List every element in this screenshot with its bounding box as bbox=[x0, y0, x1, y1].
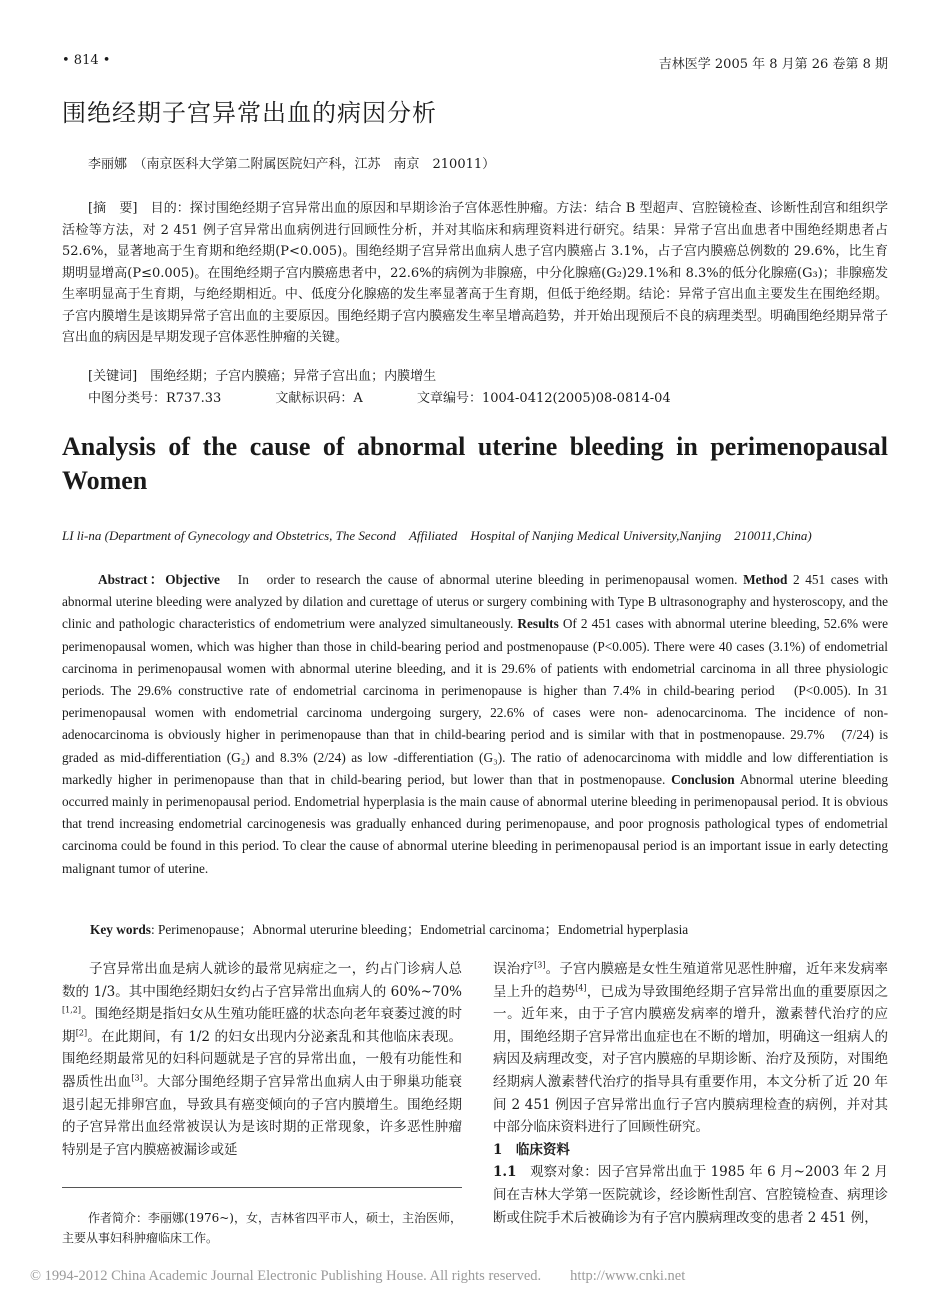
classification-line bbox=[88, 387, 721, 406]
author-english: LI li-na (Department of Gynecology and Obstetrics, The Second Affiliated Hospital of Nanjing Medical University,Nanjing 210011,China) bbox=[62, 528, 812, 543]
keywords-chinese bbox=[88, 365, 436, 384]
author-footnote: 作者简介：李丽娜(1976~)，女，吉林省四平市人，硕士，主治医师，主要从事妇科肿瘤临床工作。 bbox=[62, 1211, 462, 1245]
conclusion-label: Conclusion bbox=[671, 771, 735, 787]
objective-text: In order to research the cause of abnormal uterine bleeding in perimenopausal women. bbox=[237, 572, 738, 587]
footnote-divider bbox=[62, 1187, 462, 1188]
abstract-chinese bbox=[62, 198, 888, 349]
keywords-english bbox=[90, 919, 688, 938]
body-text: 子宫异常出血是病人就诊的最常见病症之一，约占门诊病人总数的 1/3。其中围绝经期妇女约占子宫异常出血病人的 60%~70% bbox=[62, 961, 462, 1000]
conclusion-text: Abnormal uterine bleeding occurred mainly in perimenopausal period. Endometrial hyperplasia is the main cause of abnormal uterine bleeding in perimenopausal period. It is obvious that trend increasing endometrial carcinogenesis was gradually enhanced during perimenopause, and poor prognosis pathological types of endometrial carcinoma could be found in this period. To clear the cause of abnormal uterine bleeding in perimenopausal period is an important issue in early detecting malignant tumor of uterine. bbox=[62, 771, 889, 876]
body-text: 。大部分围绝经期子宫异常出血病人由于卵巢功能衰退引起无排卵宫血，导致具有癌变倾向的子宫内膜增生。围绝经期的子宫异常出血经常被误认为是该时期的正常现象，许多恶性肿瘤特别是子宫内膜癌被漏诊或延 bbox=[62, 1073, 463, 1158]
body-text: 。子宫内膜癌是女性生殖道常见恶性肿瘤，近年来发病率呈上升的趋势 bbox=[493, 961, 889, 1000]
abstract-en-label: Abstract： bbox=[98, 572, 166, 587]
article-number: 文章编号：1004-0412(2005)08-0814-04 bbox=[416, 391, 671, 406]
body-text: 。围绝经期是指妇女从生殖功能旺盛的状态向老年衰萎过渡的时期 bbox=[62, 1006, 462, 1045]
body-text: 误治疗 bbox=[493, 961, 535, 977]
keywords-en-text: : Perimenopause；Abnormal uterurine bleeding；Endometrial carcinoma；Endometrial hyperplasia bbox=[150, 922, 689, 937]
method-text: 2 451 cases with abnormal uterine bleeding were analyzed by dilation and curettage of uterus or surgery combining with Type B ultrasonography and hysteroscopy, and the clinic and pathologic characteristics of endometrium were analyzed simultaneously. bbox=[62, 572, 889, 632]
keywords-en-label: Key words bbox=[90, 922, 151, 937]
title-chinese: 围绝经期子宫异常出血的病因分析 bbox=[62, 99, 437, 127]
title-english: Analysis of the cause of abnormal uterine bleeding in perimenopausal Women bbox=[62, 432, 888, 495]
copyright-watermark: © 1994-2012 China Academic Journal Electronic Publishing House. All rights reserved. http://www.cnki.net bbox=[30, 1268, 686, 1284]
citation: [1,2] bbox=[62, 1005, 81, 1015]
page-number: • 814 • bbox=[62, 53, 111, 68]
citation: [4] bbox=[575, 983, 587, 993]
abstract-cn-label: [摘 要] bbox=[88, 201, 138, 216]
citation: [3] bbox=[534, 960, 546, 970]
section-heading: 1 临床资料 bbox=[493, 1141, 570, 1158]
objective-label: Objective bbox=[165, 572, 220, 587]
abstract-english bbox=[62, 569, 888, 880]
keywords-cn-label: [关键词] bbox=[88, 369, 138, 384]
clc-number: 中图分类号：R737.33 bbox=[88, 391, 222, 406]
citation: [3] bbox=[131, 1073, 143, 1083]
abstract-cn-text: 目的：探讨围绝经期子宫异常出血的原因和早期诊治子宫体恶性肿瘤。方法：结合 B 型超声、宫腔镜检查、诊断性刮宫和组织学活检等方法，对 2 451 例子宫异常出血病例进行回顾性分析，并对其临床和病理资料进行研究。结果：异常子宫出血患者中围绝经期患者占 52.6%，显著地高于生育期和绝经期(P<0.005)。围绝经期子宫异常出血病人患子宫内膜癌占 3.1%，占子宫内膜癌总例数的 29.6%，比生育期明显增高(P≤0.005)。在围绝经期子宫内膜癌患者中，22.6%的病例为非腺癌，中分化腺癌(G₂)29.1%和 8.3%的低分化腺癌(G₃)；非腺癌发生率明显高于生育期，与绝经期相近。中、低度分化腺癌的发生率显著高于生育期，但低于绝经期。结论：异常子宫出血主要发生在围绝经期。子宫内膜增生是该期异常子宫出血的主要原因。围绝经期子宫内膜癌发生率呈增高趋势，并开始出现预后不良的病理类型。明确围绝经期异常子宫出血的病因是早期发现子宫体恶性肿瘤的关键。 bbox=[62, 201, 888, 345]
author-chinese: 李丽娜 （南京医科大学第二附属医院妇产科，江苏 南京 210011） bbox=[88, 157, 496, 172]
citation: [2] bbox=[75, 1028, 88, 1038]
subsection-number: 1.1 bbox=[493, 1164, 517, 1181]
body-text: ，已成为导致围绝经期子宫异常出血的重要原因之一。近年来，由于子宫内膜癌发病率的增升，激素替代治疗的应用，围绝经期子宫异常出血症也在不断的增加，明确这一组病人的病因及病理改变，对子宫内膜癌的早期诊断、治疗及预防，对围绝经期病人激素替代治疗的指导具有重要作用，本文分析了近 20 年间 2 451 例因子宫异常出血行子宫内膜病理检查的病例，并对其中部分临床资料进行了回顾性研究。 bbox=[493, 983, 889, 1136]
document-code: 文献标识码：A bbox=[275, 391, 363, 406]
method-label: Method bbox=[743, 572, 788, 587]
body-text: 。在此期间，有 1/2 的妇女出现内分泌紊乱和其他临床表现。围绝经期最常见的妇科问题就是子宫的异常出血，一般有功能性和器质性出血 bbox=[62, 1028, 462, 1090]
body-right-column bbox=[493, 958, 888, 1229]
results-label: Results bbox=[517, 616, 559, 632]
results-text: Of 2 451 cases with abnormal uterine bleeding, 52.6% were perimenopausal women, which was higher than those in child-bearing period and postmenopause (P<0.005). There were 40 cases (3.1%) of endometrial carcinoma in perimenopausal women with abnormal uterine bleeding, and it is 29.6% of patients with endometrial carcinoma in all three physiologic periods. The 29.6% constructive rate of endometrial carcinoma in perimenopause is higher than 7.4% in child-bearing period (P<0.005). In 31 perimenopausal women with endometrial carcinoma undergoing surgery, 22.6% of cases were non- adenocarcinoma. The incidence of non- adenocarcinoma is obviously higher in perimenopause than that in child-bearing period and is similar with that in postmenopause. 29.7% (7/24) is graded as mid-differentiation (G₂) and 8.3% (2/24) as low -differentiation (G₃). The ratio of adenocarcinoma with middle and low differentiation is markedly higher in perimenopause than that in child-bearing period, but lower than that in postmenopause. bbox=[62, 616, 889, 787]
journal-header: 吉林医学 2005 年 8 月第 26 卷第 8 期 bbox=[658, 57, 888, 72]
keywords-cn-text: 围绝经期；子宫内膜癌；异常子宫出血；内膜增生 bbox=[150, 369, 437, 384]
body-left-column bbox=[62, 958, 462, 1161]
body-text: 观察对象：因子宫异常出血于 1985 年 6 月~2003 年 2 月间在吉林大学第一医院就诊，经诊断性刮宫、宫腔镜检查、病理诊断或住院手术后被确诊为有子宫内膜病理改变的患者 2 451 例， bbox=[493, 1164, 888, 1226]
